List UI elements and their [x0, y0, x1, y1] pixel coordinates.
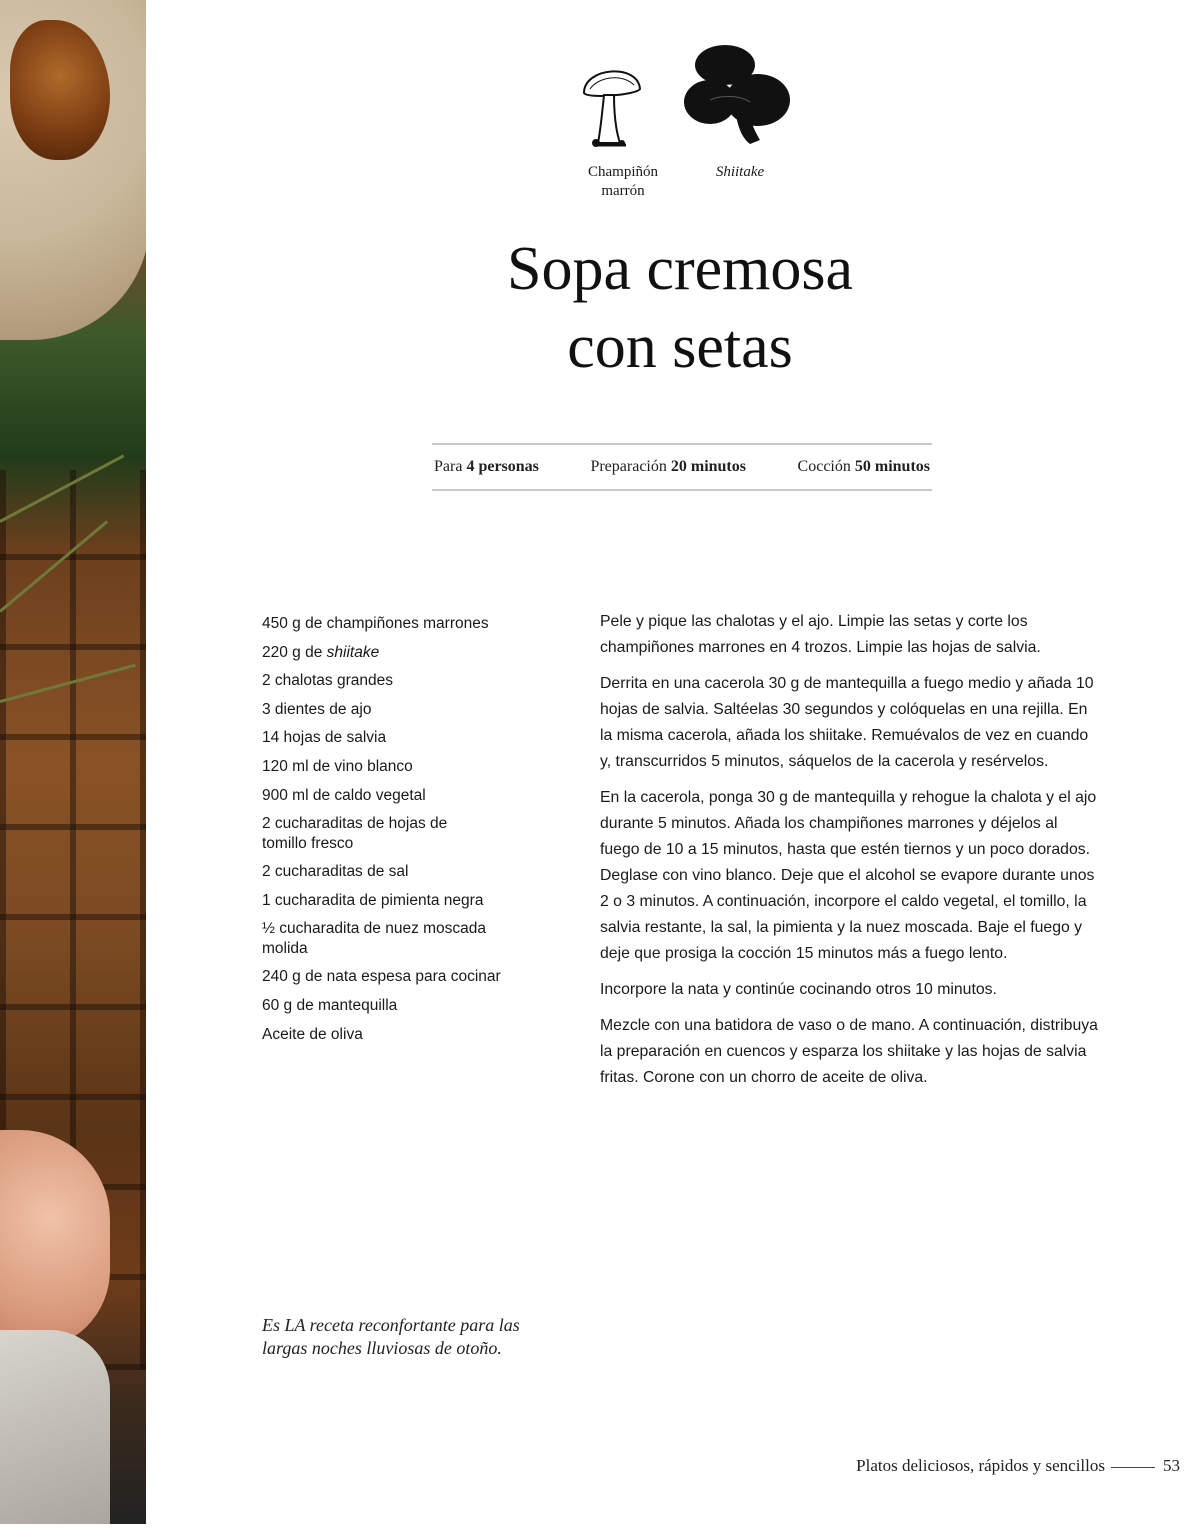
ingredient-item: ½ cucharadita de nuez moscada molida: [262, 920, 487, 958]
ingredient-item: 14 hojas de salvia: [262, 729, 387, 747]
ingredient-item: 1 cucharadita de pimienta negra: [262, 891, 484, 909]
ingredient-item: 3 dientes de ajo: [262, 700, 372, 718]
preparation-steps: [600, 609, 1100, 1101]
step-paragraph: Incorpore la nata y continúe cocinando otros 10 minutos.: [600, 981, 997, 998]
recipe-quote: Es LA receta reconfortante para las largas noches lluviosas de otoño.: [262, 1315, 520, 1358]
shiitake-mushroom-icon: [680, 40, 795, 150]
ingredient-item: Aceite de oliva: [262, 1025, 363, 1043]
ingredient-item: 2 cucharaditas de hojas de tomillo fresco: [262, 815, 448, 853]
recipe-title: Sopa cremosa con setas: [506, 235, 854, 381]
ingredient-item: 220 g de shiitake: [262, 643, 380, 661]
white-mushroom-icon: [576, 55, 646, 155]
soup-photo: [0, 0, 146, 1524]
ingredient-item: 2 cucharaditas de sal: [262, 863, 409, 881]
shiitake-label: Shiitake: [715, 164, 765, 180]
servings: Para 4 personas: [434, 458, 539, 475]
page-number: 53: [1163, 1456, 1180, 1475]
white-mushroom-label: Champiñón marrón: [588, 164, 658, 199]
ingredient-item: 60 g de mantequilla: [262, 996, 398, 1014]
section-title: Platos deliciosos, rápidos y sencillos: [856, 1456, 1105, 1475]
step-paragraph: Pele y pique las chalotas y el ajo. Limpie las setas y corte los champiñones marrones en 4 trozos. Limpie las hojas de salvia.: [600, 613, 1041, 656]
ingredient-list: [262, 610, 562, 1049]
footer-rule: [1111, 1467, 1155, 1468]
prep-time: Preparación 20 minutos: [590, 458, 746, 475]
step-paragraph: Mezcle con una batidora de vaso o de mano. A continuación, distribuya la preparación en cuencos y esparza los shiitake y las hojas de salvia fritas. Corone con un chorro de aceite de oliva.: [600, 1017, 1098, 1086]
ingredient-item: 450 g de champiñones marrones: [262, 615, 489, 632]
ingredient-item: 240 g de nata espesa para cocinar: [262, 968, 501, 986]
page-footer: [780, 1456, 1180, 1476]
cook-time: Cocción 50 minutos: [797, 458, 930, 475]
ingredient-item: 120 ml de vino blanco: [262, 757, 413, 775]
ingredient-item: 2 chalotas grandes: [262, 672, 393, 690]
recipe-meta: [432, 443, 932, 491]
step-paragraph: En la cacerola, ponga 30 g de mantequilla y rehogue la chalota y el ajo durante 5 minutos. Añada los champiñones marrones y déjelos al fuego de 10 a 15 minutos, hasta que estén tiernos y un poco dorados. Deglase con vino blanco. Deje que el alcohol se evapore durante unos 2 o 3 minutos. A continuación, incorpore el caldo vegetal, el tomillo, la salvia restante, la sal, la pimienta y la nuez moscada. Baje el fuego y deje que prosiga la cocción 15 minutos más a fuego lento.: [600, 789, 1097, 962]
napkin: [0, 1330, 110, 1524]
step-paragraph: Derrita en una cacerola 30 g de mantequilla a fuego medio y añada 10 hojas de salvia. Saltéelas 30 segundos y colóquelas en una rejilla. En la misma cacerola, añada los shiitake. Remuévalos de vez en cuando y, transcurridos 5 minutos, sáquelos de la cacerola y resérvelos.: [600, 675, 1094, 770]
ingredient-item: 900 ml de caldo vegetal: [262, 786, 426, 804]
